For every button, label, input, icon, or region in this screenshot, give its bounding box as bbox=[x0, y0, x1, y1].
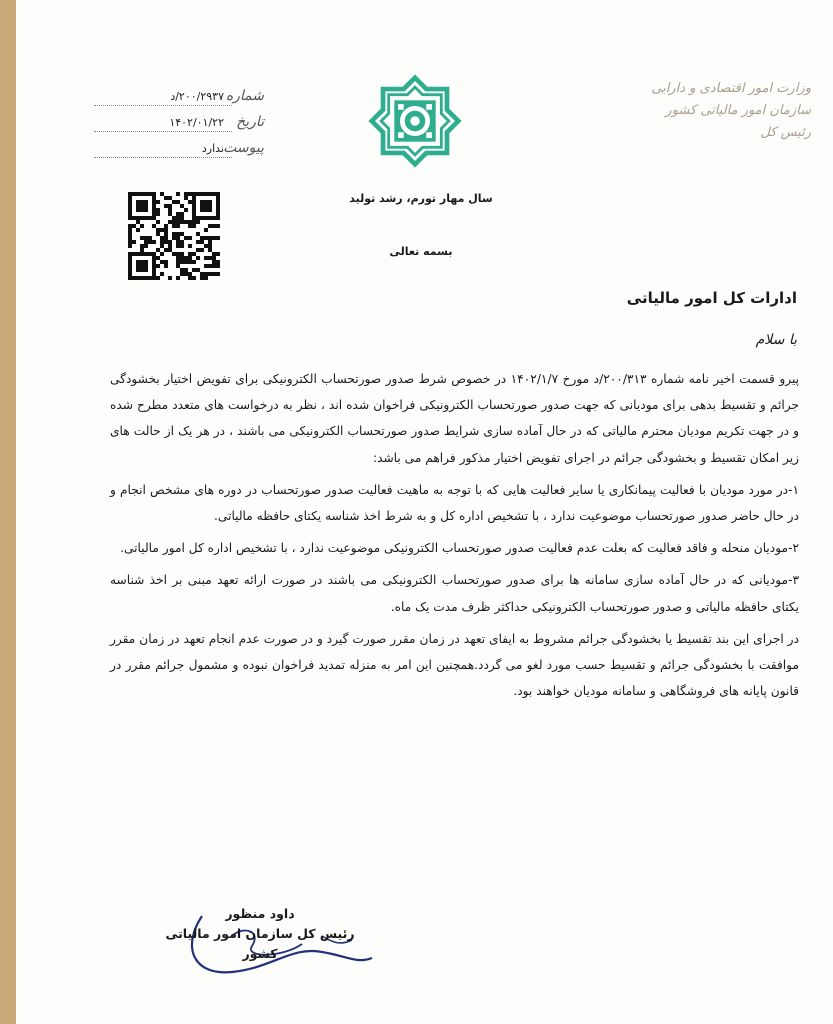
ministry-header bbox=[581, 78, 811, 144]
intro-paragraph: پیرو قسمت اخیر نامه شماره ۲۰۰/۳۱۳/د مورخ ۱۴۰۲/۱/۷ در خصوص شرط صدور صورتحساب الکترونیکی برای تفویض اختیار بخشودگی جرائم و تقسیط بدهی برای مودیانی که جهت صدور صورتحساب الکترونیکی فراخوان شده اند ، نظر به درخواست های متعدد مطرح شده و در جهت تکریم مودیان محترم مالیاتی که در حال آماده سازی شرایط صدور صورتحساب الکترونیکی می باشند ، در هر یک از حالت های زیر امکان تقسیط و بخشودگی جرائم در اجرای تفویض اختیار مذکور فراهم می باشد: bbox=[110, 372, 800, 465]
date-label: تاریخ bbox=[236, 114, 264, 130]
item-1: ۱-در مورد مودیان با فعالیت پیمانکاری یا سایر فعالیت هایی که با توجه به ماهیت فعالیت صدور صورتحساب در دوره های مشخص انجام و در حال حاضر صدور صورتحساب موضوعیت ندارد ، با تشخیص اداره کل و به شرط اخذ شناسه یکتای حافظه مالیاتی. bbox=[110, 482, 799, 524]
qr-code-icon bbox=[128, 192, 220, 280]
number-label: شماره bbox=[225, 88, 264, 104]
dotted-line bbox=[94, 157, 232, 158]
number-value: ۲۰۰/۲۹۳۷/د bbox=[170, 90, 224, 103]
page-frame-strip bbox=[0, 0, 16, 1024]
signer-title: رئیس کل سازمان امور مالیاتی کشور bbox=[165, 926, 355, 961]
tax-organization-emblem-icon bbox=[368, 74, 462, 168]
attachment-value: ندارد bbox=[201, 142, 224, 155]
date-value: ۱۴۰۲/۰۱/۲۲ bbox=[169, 116, 224, 129]
meta-date-row bbox=[94, 112, 264, 138]
recipient: ادارات کل امور مالیاتی bbox=[626, 289, 797, 307]
signer-block bbox=[160, 904, 360, 964]
bismillah-heading: بسمه تعالی bbox=[389, 245, 453, 258]
meta-number-row bbox=[94, 86, 264, 112]
closing-paragraph: در اجرای این بند تقسیط یا بخشودگی جرائم مشروط به ایفای تعهد در زمان مقرر صورت گیرد و در صورت عدم انجام تعهد در زمان مقرر موافقت با بخشودگی جرائم و تقسیط حسب مورد لغو می گردد.همچنین این امر به منزله تمدید فراخوان نبوده و مشمول جرائم مقرر در قانون پایانه های فروشگاهی و سامانه مودیان خواهند بود. bbox=[110, 631, 799, 699]
year-slogan: سال مهار تورم، رشد تولید bbox=[349, 192, 493, 205]
item-3: ۳-مودیانی که در حال آماده سازی سامانه ها برای صدور صورتحساب الکترونیکی می باشند در صورت ارائه تعهد مبنی بر اخذ شناسه یکتای حافظه مالیاتی و صدور صورتحساب الکترونیکی حداکثر ظرف مدت یک ماه. bbox=[110, 573, 799, 614]
signer-name: داود منظور bbox=[225, 906, 295, 921]
organization-line: سازمان امور مالیاتی کشور bbox=[665, 103, 811, 118]
letter-body bbox=[110, 366, 799, 710]
item-2: ۲-مودیان منحله و فاقد فعالیت که بعلت عدم فعالیت صدور صورتحساب الکترونیکی موضوعیت ندارد ، با تشخیص اداره کل امور مالیاتی. bbox=[120, 541, 799, 556]
attachment-label: پیوست bbox=[223, 140, 264, 156]
dotted-line bbox=[94, 131, 232, 132]
letter-meta bbox=[94, 86, 264, 164]
office-line: رئیس کل bbox=[760, 125, 811, 140]
greeting: با سلام bbox=[755, 332, 797, 348]
meta-attachment-row bbox=[94, 138, 264, 164]
dotted-line bbox=[94, 105, 232, 106]
letter-page bbox=[16, 0, 833, 1024]
ministry-line: وزارت امور اقتصادی و دارایی bbox=[651, 81, 811, 96]
